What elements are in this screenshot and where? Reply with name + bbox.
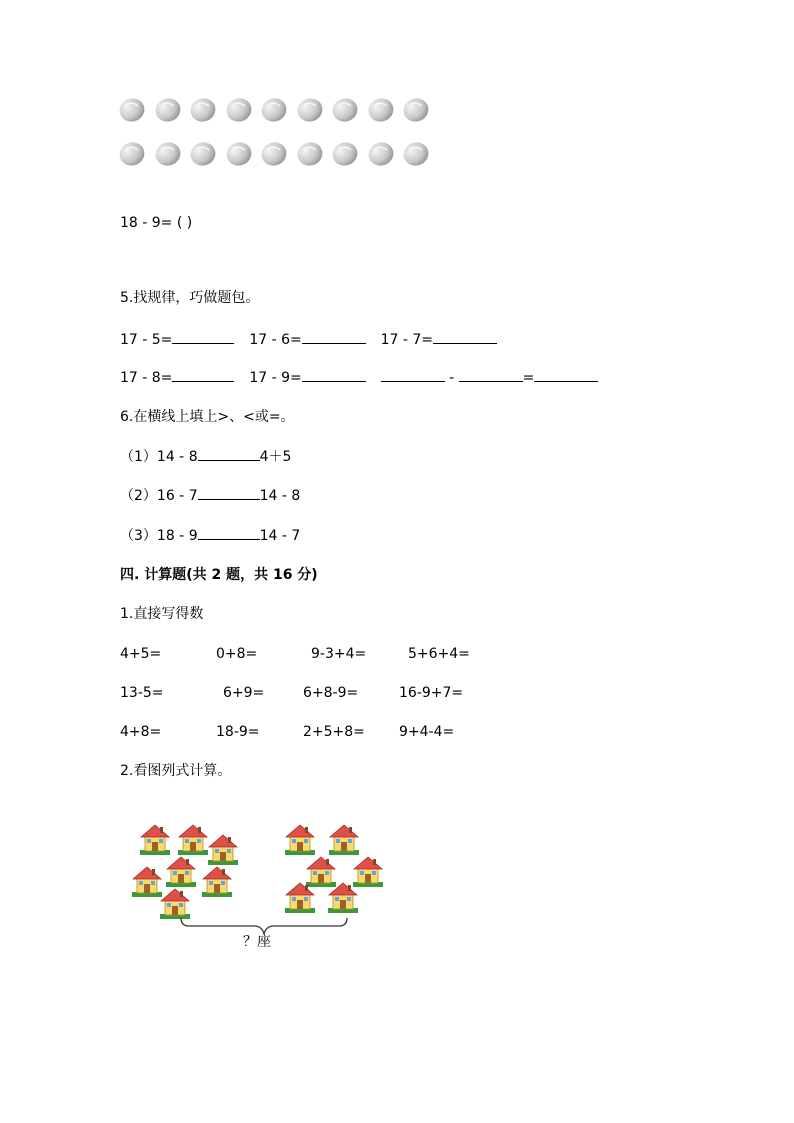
- left-expr: 14 - 8: [156, 449, 198, 465]
- section-4-title: 四. 计算题(共 2 题，共 16 分): [120, 567, 318, 583]
- answer-blank[interactable]: [172, 330, 234, 344]
- q5-row-1: [120, 330, 497, 349]
- compare-blank[interactable]: [198, 447, 260, 461]
- calc-cell: 6+9=: [223, 685, 265, 701]
- ball-icon: [402, 141, 430, 167]
- calc-cell: 6+8-9=: [303, 685, 359, 701]
- ball-icon: [154, 97, 182, 123]
- item-number: （3）: [120, 528, 157, 544]
- ball-icon: [189, 97, 217, 123]
- ball-row-2: [118, 141, 438, 171]
- q6-item-2: [120, 486, 300, 505]
- answer-blank[interactable]: [433, 330, 497, 344]
- calc-cell: 5+6+4=: [408, 646, 470, 662]
- ball-icon: [296, 97, 324, 123]
- answer-blank[interactable]: [302, 368, 366, 382]
- houses-picture: [118, 812, 398, 952]
- ball-icon: [189, 141, 217, 167]
- calc-cell: 9+4-4=: [399, 724, 455, 740]
- house-icon: [165, 854, 197, 888]
- ball-icon: [225, 97, 253, 123]
- q5-expr: 17 - 6=: [249, 332, 302, 348]
- calc-cell: 4+5=: [120, 646, 162, 662]
- right-expr: 14 - 8: [259, 488, 301, 504]
- q5-row-2: [120, 368, 598, 387]
- left-expr: 18 - 9: [156, 528, 198, 544]
- problem-18-9: 18 - 9= ( ): [120, 215, 193, 231]
- ball-icon: [331, 97, 359, 123]
- ball-icon: [118, 141, 146, 167]
- ball-icon: [260, 141, 288, 167]
- calc-cell: 16-9+7=: [399, 685, 464, 701]
- q6-item-3: [120, 526, 300, 545]
- calc-cell: 2+5+8=: [303, 724, 365, 740]
- q6-item-1: [120, 447, 291, 466]
- right-expr: 4＋5: [259, 449, 292, 465]
- ball-icon: [118, 97, 146, 123]
- calc2-title: 2.看图列式计算。: [120, 763, 232, 779]
- q6-title: 6.在横线上填上>、<或=。: [120, 409, 295, 425]
- ball-icon: [331, 141, 359, 167]
- house-icon: [284, 880, 316, 914]
- right-expr: 14 - 7: [259, 528, 301, 544]
- left-expr: 16 - 7: [156, 488, 198, 504]
- ball-icon: [367, 97, 395, 123]
- q5-expr: 17 - 5=: [120, 332, 173, 348]
- answer-blank[interactable]: [534, 368, 598, 382]
- answer-blank[interactable]: [302, 330, 366, 344]
- answer-blank[interactable]: [172, 368, 234, 382]
- house-icon: [177, 822, 209, 856]
- house-icon: [201, 864, 233, 898]
- calc-cell: 0+8=: [216, 646, 258, 662]
- calc-cell: 13-5=: [120, 685, 164, 701]
- house-icon: [139, 822, 171, 856]
- q5-expr: 17 - 9=: [249, 370, 302, 386]
- q5-expr: 17 - 8=: [120, 370, 173, 386]
- ball-row-1: [118, 97, 438, 127]
- calc-cell: 18-9=: [216, 724, 260, 740]
- ball-icon: [296, 141, 324, 167]
- item-number: （2）: [120, 488, 157, 504]
- equals-sign: =: [522, 370, 535, 386]
- compare-blank[interactable]: [198, 486, 260, 500]
- item-number: （1）: [120, 449, 157, 465]
- answer-blank[interactable]: [459, 368, 523, 382]
- calc1-title: 1.直接写得数: [120, 606, 204, 622]
- house-icon: [284, 822, 316, 856]
- house-icon: [328, 822, 360, 856]
- ball-icon: [225, 141, 253, 167]
- ball-icon: [154, 141, 182, 167]
- brace-label: ？座: [243, 934, 271, 950]
- calc-cell: 4+8=: [120, 724, 162, 740]
- house-icon: [327, 880, 359, 914]
- ball-icon: [367, 141, 395, 167]
- q5-title: 5.找规律，巧做题包。: [120, 290, 260, 306]
- house-icon: [159, 886, 191, 920]
- calc-cell: 9-3+4=: [311, 646, 367, 662]
- ball-icon: [260, 97, 288, 123]
- q5-expr: 17 - 7=: [380, 332, 434, 348]
- minus-sign: -: [449, 370, 455, 386]
- house-icon: [207, 832, 239, 866]
- ball-icon: [402, 97, 430, 123]
- answer-blank[interactable]: [381, 368, 445, 382]
- compare-blank[interactable]: [198, 526, 260, 540]
